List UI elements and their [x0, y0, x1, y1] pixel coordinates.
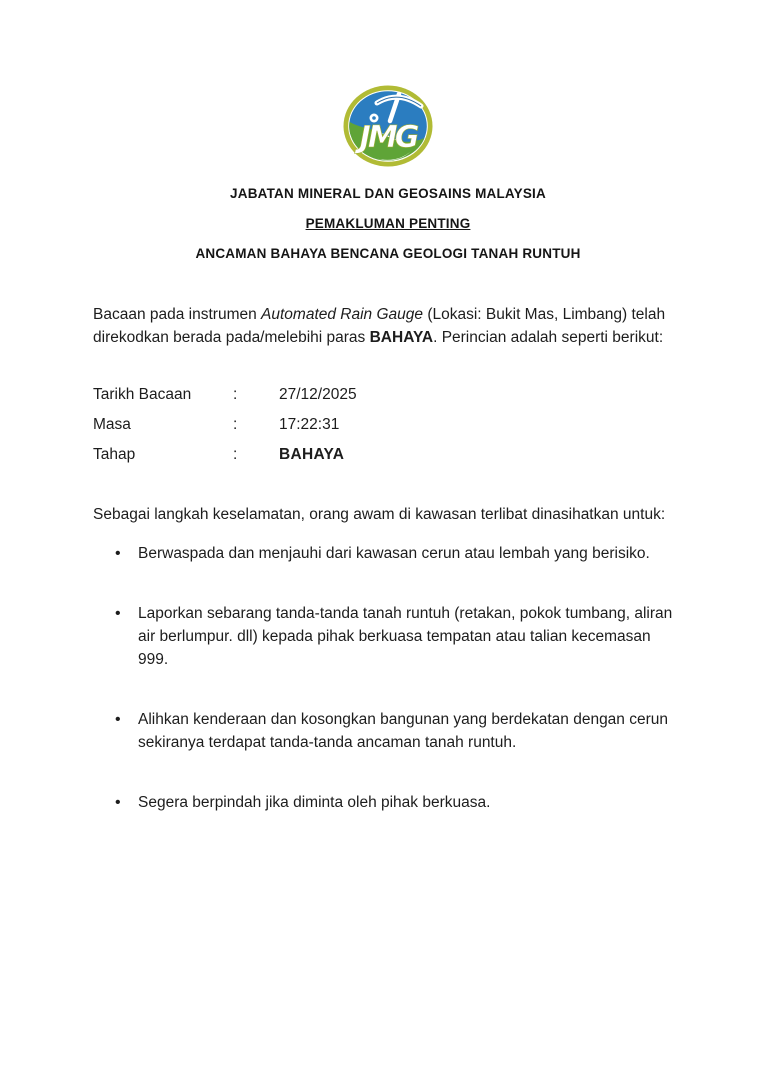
intro-text-start: Bacaan pada instrumen	[93, 306, 262, 323]
advisory-list	[93, 542, 683, 814]
intro-text-middle: (Lokasi: Bukit Mas, Limbang) telah direkodkan berada pada/melebihi paras	[93, 306, 666, 346]
date-label: Tarikh Bacaan	[93, 386, 192, 403]
colon-separator: :	[233, 386, 238, 403]
subject-title: ANCAMAN BAHAYA BENCANA GEOLOGI TANAH RUNTUH	[195, 246, 581, 261]
level-value: BAHAYA	[279, 446, 345, 463]
danger-level-inline: BAHAYA	[369, 329, 434, 346]
advisory-item: • Laporkan sebarang tanda-tanda tanah runtuh (retakan, pokok tumbang, aliran air berlumpur. dll) kepada pihak berkuasa tempatan atau talian kecemasan 999.	[93, 602, 683, 671]
colon-separator: :	[233, 416, 238, 433]
intro-paragraph	[93, 303, 683, 349]
level-label: Tahap	[93, 446, 136, 463]
detail-row-date	[93, 383, 683, 413]
date-value: 27/12/2025	[279, 386, 357, 403]
jmg-logo-letters: JMG	[359, 120, 417, 155]
time-label: Masa	[93, 416, 131, 433]
agency-title: JABATAN MINERAL DAN GEOSAINS MALAYSIA	[230, 186, 546, 201]
colon-separator: :	[233, 446, 238, 463]
advisory-item: • Alihkan kenderaan dan kosongkan bangunan yang berdekatan dengan cerun sekiranya terdapat tanda-tanda ancaman tanah runtuh.	[93, 708, 683, 754]
detail-row-time	[93, 413, 683, 443]
notice-title: PEMAKLUMAN PENTING	[305, 216, 471, 231]
intro-text-end: . Perincian adalah seperti berikut:	[433, 329, 664, 346]
advisory-item: • Segera berpindah jika diminta oleh pihak berkuasa.	[93, 791, 683, 814]
detail-row-level	[93, 443, 683, 473]
reading-details	[93, 383, 683, 473]
advisory-lead: Sebagai langkah keselamatan, orang awam di kawasan terlibat dinasihatkan untuk:	[93, 506, 666, 523]
instrument-name: Automated Rain Gauge	[261, 306, 424, 323]
jmg-logo-icon	[343, 85, 433, 167]
logo-container	[93, 0, 683, 167]
advisory-item: • Berwaspada dan menjauhi dari kawasan cerun atau lembah yang berisiko.	[93, 542, 683, 565]
time-value: 17:22:31	[279, 416, 340, 433]
